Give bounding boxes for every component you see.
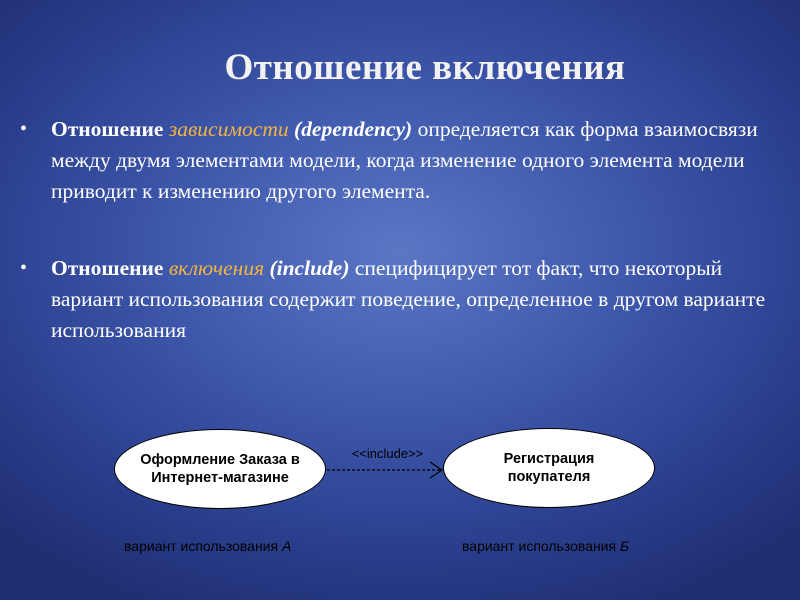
slide-title: Отношение включения [224,47,626,88]
bullet-text: специфицирует тот факт, что некоторый вариант использования содержит поведение, определенное в другом варианте использования [51,256,766,342]
caption-b-letter: Б [619,538,630,554]
bullet-dot-icon: • [20,257,28,279]
include-label: <<include>> [351,446,424,461]
bullet-text: определяется как форма взаимосвязи между двумя элементами модели, когда изменение одного элемента модели приводит к изменению другого элемента. [51,117,758,203]
term-include: включения [168,256,265,280]
use-case-order-line1: Оформление Заказа в [140,452,300,468]
term-dependency-en: (dependency) [294,117,413,141]
use-case-registration-line2: покупателя [507,469,591,485]
term-include-en: (include) [269,256,350,280]
use-case-registration-line1: Регистрация [503,451,595,467]
bullet-lead: Отношение [51,256,169,280]
caption-use-case-b [462,538,629,554]
term-dependency: зависимости [168,117,289,141]
use-case-order-line2: Интернет-магазине [151,470,289,486]
bullet-dot-icon: • [20,118,28,140]
bullet-lead: Отношение [51,117,169,141]
caption-b-text: вариант использования [462,538,620,554]
caption-a-letter: А [281,538,292,554]
arrowhead-icon [430,462,442,478]
caption-use-case-a [124,538,291,554]
caption-a-text: вариант использования [124,538,282,554]
